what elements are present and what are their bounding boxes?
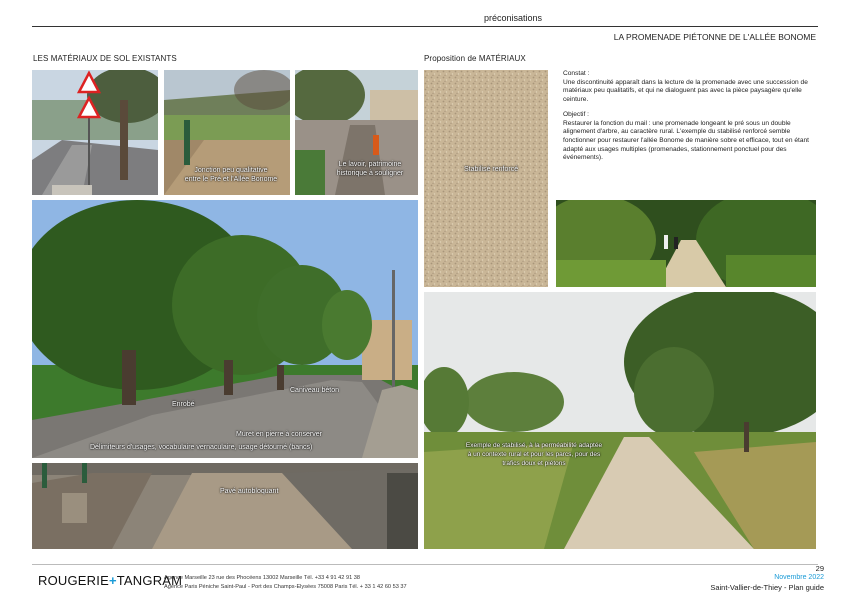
logo: [38, 573, 182, 588]
photo-junction: [164, 70, 290, 195]
footer-rule: [32, 564, 818, 565]
caption-lavoir: Le lavoir, patrimoine historique à souligner: [336, 161, 404, 178]
objectif-label: Objectif :: [563, 110, 590, 118]
page-site: Saint-Vallier-de-Thiey - Plan guide: [710, 583, 824, 592]
photo-lavoir: [295, 70, 418, 195]
caption-muret: Muret en pierre à conserver: [236, 431, 322, 438]
caption-stabilise: Stabilisé renforcé: [464, 166, 519, 173]
caption-exemple: Exemple de stabilisé, à la perméabilité adaptée à un contexte rural et pour les parcs, pour des trafics doux et piétons: [465, 442, 603, 467]
photo-promenade-pietons: [556, 200, 816, 287]
constat-label: Constat :: [563, 70, 590, 77]
photo-chemin-stabilise: [424, 292, 816, 549]
photo-pave: [32, 463, 418, 549]
agency-info: [164, 574, 407, 591]
photo-street-signs: [32, 70, 158, 195]
caption-caniveau: Caniveau béton: [290, 387, 340, 394]
page-date: Novembre 2022: [774, 574, 824, 581]
right-heading: Proposition de MATÉRIAUX: [424, 54, 526, 63]
page-number: 29: [815, 564, 824, 573]
text-block: [563, 70, 815, 169]
logo-right: TANGRAM: [116, 573, 183, 588]
page-title: LA PROMENADE PIÉTONNE DE L'ALLÉE BONOME: [613, 32, 816, 42]
section-label: préconisations: [484, 13, 543, 23]
agency-paris: Agence Paris Péniche Saint-Paul - Port des Champs-Elysées 75008 Paris Tél. + 33 1 42 60 53 37: [164, 583, 407, 590]
logo-left: ROUGERIE: [38, 573, 109, 588]
caption-pave: Pavé autobloquant: [220, 488, 279, 495]
photo-allee-arbres: [32, 200, 418, 458]
caption-enrobe: Enrobé: [172, 401, 195, 408]
agency-marseille: Agence Marseille 23 rue des Phocéens 13002 Marseille Tél. +33 4 91 42 91 38: [164, 575, 360, 581]
left-heading: LES MATÉRIAUX DE SOL EXISTANTS: [33, 54, 177, 63]
caption-jonction: Jonction peu qualitative entre le Pré et l'Allée Bonome: [184, 167, 278, 184]
header-rule: [32, 26, 818, 27]
constat-text: Une discontinuité apparaît dans la lecture de la promenade avec une succession de matériaux peu qualitatifs, et qui ne dialoguent pas avec la pièce paysagère qu'elle ceinture.: [563, 78, 808, 104]
objectif-text: Restaurer la fonction du mail : une promenade longeant le pré sous un double alignement d'arbre, au caractère rural. L'exemple du stabilisé renforcé semble fonctionner pour restaurer l'allée Bonome de manière sobre et efficace, tout en étant adapté aux usages multiples (promenades, stationnement ponctuel pour des événements).: [563, 119, 809, 162]
caption-delimiteurs: Délimiteurs d'usages, vocabulaire vernaculaire, usage détourné (bancs): [90, 444, 313, 451]
photo-stabilise: [424, 70, 548, 287]
logo-plus: +: [108, 573, 117, 588]
